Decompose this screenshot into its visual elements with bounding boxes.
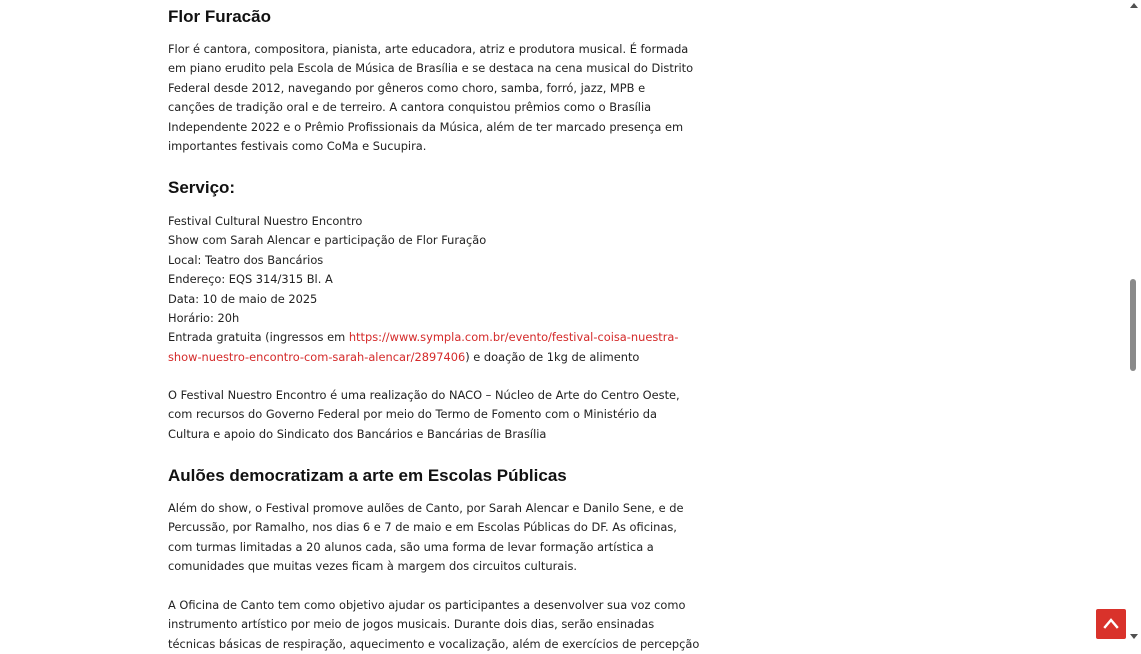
text-line: O Festival Nuestro Encontro é uma realização do NACO – Núcleo de Arte do Centro Oeste, — [168, 388, 680, 402]
text-line: importantes festivais como CoMa e Sucupira. — [168, 139, 427, 154]
sympla-link[interactable]: https://www.sympla.com.br/evento/festival-coisa-nuestra- — [348, 330, 679, 345]
text-line: comunidades que muitas vezes ficam à margem dos circuitos culturais. — [168, 559, 578, 574]
text-line: Horário: 20h — [168, 311, 240, 326]
text-line: com turmas limitadas a 20 alunos cada, são uma forma de levar formação artística a — [168, 539, 654, 554]
sympla-link-cont[interactable]: show-nuestro-encontro-com-sarah-alencar/2897406 — [168, 349, 466, 364]
paragraph-naco — [168, 386, 688, 444]
text-line: Independente 2022 e o Prêmio Profissionais da Música, além de ter marcado presença em — [168, 119, 684, 134]
text-line: Percussão, por Ramalho, nos dias 6 e 7 de maio e em Escolas Públicas do DF. As oficinas, — [168, 520, 677, 535]
heading-auloes: Aulões democratizam a arte em Escolas Públicas — [168, 466, 567, 485]
text-line: Federal desde 2012, navegando por gêneros como choro, samba, forró, jazz, MPB e — [168, 80, 646, 95]
text-line: Local: Teatro dos Bancários — [168, 252, 324, 267]
entrada-prefix: Entrada gratuita (ingressos em — [168, 330, 349, 345]
text-line: Além do show, o Festival promove aulões de Canto, por Sarah Alencar e Danilo Sene, e de — [168, 501, 684, 515]
text-line: com recursos do Governo Federal por meio do Termo de Fomento com o Ministério da — [168, 407, 657, 422]
heading-servico: Serviço: — [168, 178, 236, 197]
text-line: técnicas básicas de respiração, aquecimento e vocalização, além de exercícios de percepção — [168, 636, 700, 651]
text-line-entrada-cont — [168, 348, 688, 367]
text-line: Festival Cultural Nuestro Encontro — [168, 214, 363, 228]
text-line: Endereço: EQS 314/315 Bl. A — [168, 272, 333, 287]
text-line: Show com Sarah Alencar e participação de Flor Furação — [168, 233, 487, 248]
paragraph-auloes — [168, 499, 688, 577]
text-line: instrumento artístico por meio de jogos musicais. Durante dois dias, serão ensinadas — [168, 617, 655, 632]
scroll-up-arrow-icon[interactable] — [1127, 0, 1141, 12]
back-to-top-button[interactable] — [1096, 609, 1126, 639]
scroll-down-arrow-icon[interactable] — [1127, 630, 1141, 642]
entrada-suffix: ) e doação de 1kg de alimento — [465, 349, 640, 364]
paragraph-flor-bio — [168, 40, 694, 156]
paragraph-servico — [168, 212, 688, 367]
text-line: Cultura e apoio do Sindicato dos Bancários e Bancárias de Brasília — [168, 426, 547, 441]
text-line: em piano erudito pela Escola de Música de Brasília e se destaca na cena musical do Distrito — [168, 61, 694, 76]
text-line: Data: 10 de maio de 2025 — [168, 291, 318, 306]
text-line: Flor é cantora, compositora, pianista, arte educadora, atriz e produtora musical. É formada — [168, 42, 689, 56]
heading-flor-furacao: Flor Furacão — [168, 7, 271, 26]
scrollbar-thumb[interactable] — [1130, 279, 1136, 371]
text-line: canções de tradição oral e de terreiro. A cantora conquistou prêmios como o Brasília — [168, 100, 652, 115]
vertical-scrollbar[interactable] — [1127, 0, 1141, 642]
paragraph-oficina — [168, 596, 700, 654]
text-line-entrada — [168, 328, 688, 347]
chevron-up-icon — [1103, 617, 1119, 629]
text-line: A Oficina de Canto tem como objetivo ajudar os participantes a desenvolver sua voz como — [168, 598, 686, 612]
